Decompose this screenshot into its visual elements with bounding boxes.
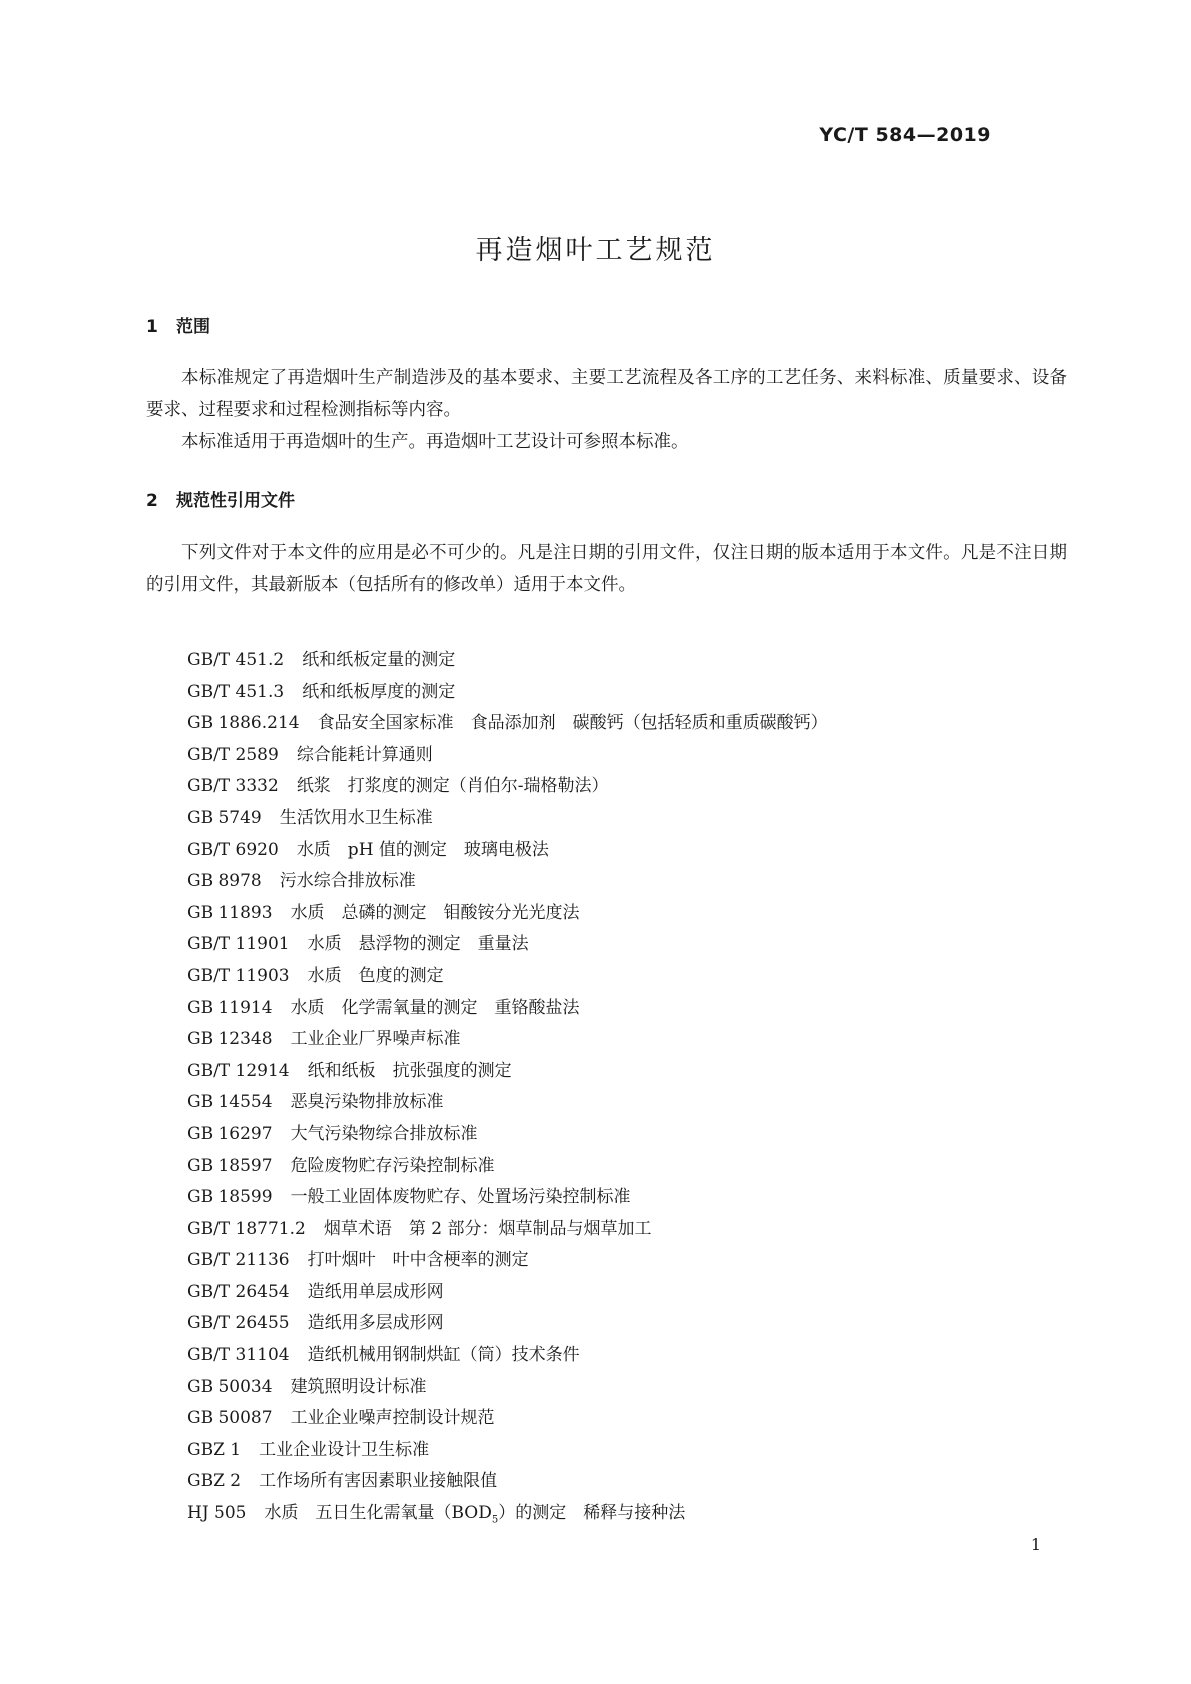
- reference-title: 工业企业厂界噪声标准: [290, 1029, 461, 1050]
- reference-title: [264, 1503, 686, 1526]
- reference-code: GB/T 18771.2: [187, 1218, 306, 1239]
- reference-item: [187, 898, 828, 930]
- reference-item: [187, 961, 828, 993]
- reference-code: GB/T 451.3: [187, 681, 285, 702]
- reference-item: [187, 1435, 828, 1467]
- section-title: 范围: [176, 317, 210, 337]
- reference-code: GB 8978: [187, 871, 262, 892]
- reference-title: 水质 色度的测定: [307, 965, 444, 986]
- section-title: 规范性引用文件: [176, 491, 295, 511]
- reference-code: GB/T 2589: [187, 744, 279, 765]
- subscript: 5: [491, 1514, 499, 1526]
- standard-code: YC/T 584—2019: [819, 124, 991, 146]
- reference-code: GB/T 3332: [187, 776, 279, 797]
- reference-title: 纸和纸板定量的测定: [302, 650, 456, 670]
- reference-code: GB/T 26454: [187, 1281, 290, 1302]
- reference-code: GB 11914: [187, 997, 273, 1018]
- paragraph: 本标准规定了再造烟叶生产制造涉及的基本要求、主要工艺流程及各工序的工艺任务、来料标准、质量要求、设备要求、过程要求和过程检测指标等内容。: [146, 368, 1067, 420]
- reference-code: GB/T 11901: [187, 934, 290, 955]
- reference-title: 建筑照明设计标准: [290, 1376, 427, 1397]
- reference-item: [187, 1087, 828, 1119]
- reference-item: [187, 929, 828, 961]
- reference-list: [187, 645, 828, 1530]
- reference-code: GB/T 12914: [187, 1060, 290, 1081]
- reference-title: 造纸用单层成形网: [307, 1281, 444, 1302]
- reference-item: [187, 1498, 828, 1530]
- reference-code: GB 16297: [187, 1123, 273, 1144]
- reference-title: 污水综合排放标准: [279, 871, 416, 892]
- reference-item: [187, 835, 828, 867]
- reference-item: [187, 708, 828, 740]
- reference-item: [187, 866, 828, 898]
- reference-code: GBZ 1: [187, 1439, 242, 1460]
- reference-title: 造纸用多层成形网: [307, 1313, 444, 1334]
- reference-title: 造纸机械用钢制烘缸（筒）技术条件: [307, 1345, 580, 1366]
- reference-item: [187, 645, 828, 677]
- reference-item: [187, 1214, 828, 1246]
- section-1-heading: [146, 312, 210, 337]
- reference-title: 工业企业设计卫生标准: [259, 1439, 430, 1460]
- section-number: 1: [146, 317, 158, 337]
- reference-title: 水质 悬浮物的测定 重量法: [307, 934, 529, 955]
- reference-title: 纸和纸板 抗张强度的测定: [307, 1060, 512, 1081]
- reference-item: [187, 1024, 828, 1056]
- reference-title: 纸浆 打浆度的测定（肖伯尔-瑞格勒法）: [296, 776, 609, 797]
- reference-title: 工作场所有害因素职业接触限值: [259, 1471, 498, 1492]
- reference-code: GB 50034: [187, 1376, 273, 1397]
- reference-title: 烟草术语 第 2 部分：烟草制品与烟草加工: [323, 1218, 652, 1239]
- reference-title: 食品安全国家标准 食品添加剂 碳酸钙（包括轻质和重质碳酸钙）: [317, 713, 828, 734]
- reference-title: 打叶烟叶 叶中含梗率的测定: [307, 1250, 529, 1271]
- reference-item: [187, 677, 828, 709]
- reference-title: 水质 化学需氧量的测定 重铬酸盐法: [290, 997, 580, 1018]
- reference-title: 水质 pH 值的测定 玻璃电极法: [296, 839, 549, 860]
- page-number: 1: [1030, 1535, 1041, 1554]
- reference-code: GB 1886.214: [187, 713, 300, 734]
- reference-title-part: 水质 五日生化需氧量（BOD: [264, 1503, 492, 1524]
- reference-item: [187, 993, 828, 1025]
- reference-code: GB 12348: [187, 1029, 273, 1050]
- reference-item: [187, 1245, 828, 1277]
- reference-code: GB 11893: [187, 902, 273, 923]
- reference-title: 恶臭污染物排放标准: [290, 1092, 444, 1113]
- paragraph: 本标准适用于再造烟叶的生产。再造烟叶工艺设计可参照本标准。: [181, 432, 689, 452]
- section-1-body: [146, 362, 1067, 458]
- reference-item: [187, 1182, 828, 1214]
- reference-title: 工业企业噪声控制设计规范: [290, 1408, 495, 1429]
- reference-item: [187, 1308, 828, 1340]
- reference-code: GB/T 11903: [187, 965, 290, 986]
- reference-title: 一般工业固体废物贮存、处置场污染控制标准: [290, 1187, 631, 1208]
- reference-title: 危险废物贮存污染控制标准: [290, 1155, 495, 1176]
- reference-code: GB/T 451.2: [187, 650, 285, 670]
- reference-code: HJ 505: [187, 1503, 247, 1524]
- section-number: 2: [146, 491, 158, 511]
- reference-code: GB 14554: [187, 1092, 273, 1113]
- reference-item: [187, 1340, 828, 1372]
- reference-code: GB/T 21136: [187, 1250, 290, 1271]
- reference-item: [187, 740, 828, 772]
- reference-code: GB/T 26455: [187, 1313, 290, 1334]
- reference-item: [187, 1403, 828, 1435]
- reference-title: 水质 总磷的测定 钼酸铵分光光度法: [290, 902, 580, 923]
- section-2-heading: [146, 486, 295, 511]
- reference-code: GB/T 31104: [187, 1345, 290, 1366]
- reference-code: GBZ 2: [187, 1471, 242, 1492]
- reference-item: [187, 1466, 828, 1498]
- paragraph: 下列文件对于本文件的应用是必不可少的。凡是注日期的引用文件，仅注日期的版本适用于本文件。凡是不注日期的引用文件，其最新版本（包括所有的修改单）适用于本文件。: [146, 543, 1067, 595]
- reference-title-part: ）的测定 稀释与接种法: [498, 1503, 686, 1524]
- reference-code: GB/T 6920: [187, 839, 279, 860]
- reference-item: [187, 771, 828, 803]
- reference-item: [187, 1151, 828, 1183]
- reference-title: 生活饮用水卫生标准: [279, 807, 433, 828]
- reference-code: GB 5749: [187, 807, 262, 828]
- document-title: 再造烟叶工艺规范: [475, 235, 716, 266]
- reference-item: [187, 1119, 828, 1151]
- section-2-intro: [146, 537, 1067, 601]
- reference-code: GB 50087: [187, 1408, 273, 1429]
- reference-item: [187, 1372, 828, 1404]
- reference-item: [187, 803, 828, 835]
- reference-item: [187, 1056, 828, 1088]
- reference-item: [187, 1277, 828, 1309]
- reference-code: GB 18597: [187, 1155, 273, 1176]
- reference-title: 大气污染物综合排放标准: [290, 1123, 478, 1144]
- reference-title: 综合能耗计算通则: [296, 744, 433, 765]
- reference-code: GB 18599: [187, 1187, 273, 1208]
- reference-title: 纸和纸板厚度的测定: [302, 681, 456, 702]
